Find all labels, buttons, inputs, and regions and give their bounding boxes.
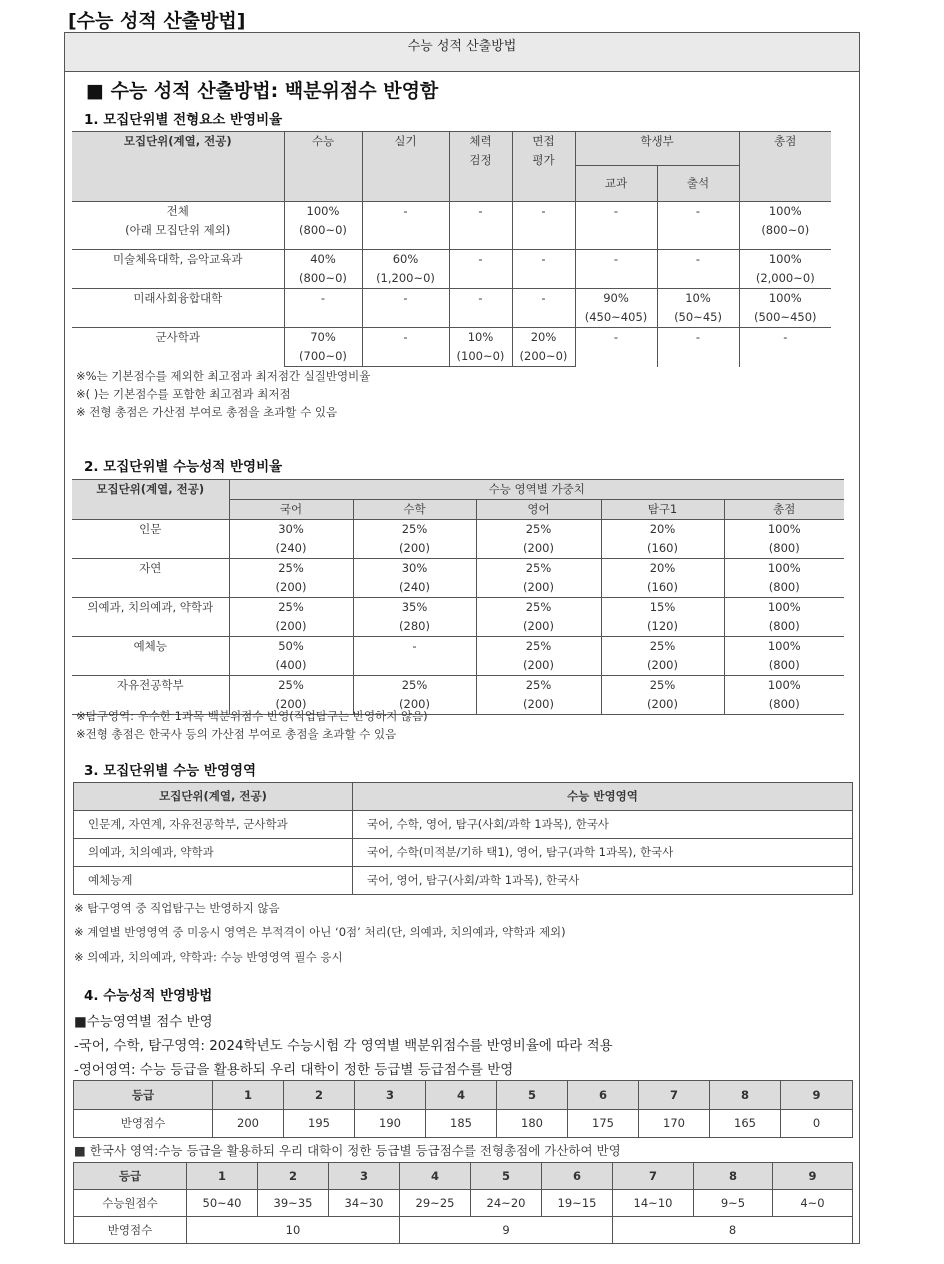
cell-percent: - <box>412 639 417 653</box>
header-unit: 모집단위(계열, 전공) <box>72 480 229 520</box>
cell: 40% (800~0) <box>284 250 362 289</box>
cell-points: (240) <box>275 541 307 555</box>
cell: - <box>657 328 739 367</box>
cell-percent: 25% <box>525 600 552 614</box>
cell-percent: 100% <box>767 522 801 536</box>
cell-points: (800) <box>768 619 800 633</box>
cell-points: (200) <box>523 580 554 594</box>
cell: - <box>575 202 657 250</box>
cell-percent: 20% <box>649 522 676 536</box>
table-row <box>72 289 831 328</box>
grade-cell: 7 <box>613 1163 694 1190</box>
area-table <box>73 782 853 895</box>
cell <box>601 559 724 598</box>
section4-title: 4. 수능성적 반영방법 <box>84 988 213 1004</box>
header-math: 수학 <box>353 500 476 520</box>
grade-cell: 1 <box>187 1163 258 1190</box>
cell-percent: 25% <box>525 639 552 653</box>
grade-cell: 5 <box>497 1081 568 1110</box>
cell-area: 국어, 영어, 탐구(사회/과학 1과목), 한국사 <box>353 867 853 895</box>
cell <box>229 520 353 559</box>
score-cell: 170 <box>639 1110 710 1138</box>
weight-table <box>72 479 844 715</box>
cell-points: (200) <box>647 658 678 672</box>
cell-percent: 30% <box>401 561 428 575</box>
cell <box>724 520 844 559</box>
header-english: 영어 <box>476 500 601 520</box>
cell: 100% (2,000~0) <box>739 250 831 289</box>
grade-cell: 3 <box>329 1163 400 1190</box>
header-total: 총점 <box>739 132 831 202</box>
cell: 10% (100~0) <box>449 328 512 367</box>
score-cell: 185 <box>426 1110 497 1138</box>
header-korean: 국어 <box>229 500 353 520</box>
table-row <box>72 598 844 637</box>
header-unit: 모집단위(계열, 전공) <box>72 132 284 202</box>
cell <box>724 676 844 715</box>
cell-points: (200) <box>275 697 307 711</box>
cell-points: (200) <box>399 541 430 555</box>
grade-cell: 2 <box>284 1081 355 1110</box>
raw-score-cell: 4~0 <box>773 1190 853 1217</box>
cell-unit: 자연 <box>72 559 229 598</box>
header-interview: 면접 평가 <box>512 132 575 202</box>
section2-title: 2. 모집단위별 수능성적 반영비율 <box>84 459 283 475</box>
cell-points: (800) <box>768 580 800 594</box>
cell: - <box>449 289 512 328</box>
cell-percent: 25% <box>278 561 304 575</box>
cell <box>353 598 476 637</box>
note: ※ 의예과, 치의예과, 약학과: 수능 반영영역 필수 응시 <box>74 950 343 964</box>
score-cell: 165 <box>710 1110 781 1138</box>
cell <box>353 559 476 598</box>
note: ※ 전형 총점은 가산점 부여로 총점을 초과할 수 있음 <box>76 405 338 419</box>
ratio-table <box>72 131 831 367</box>
cell <box>353 520 476 559</box>
grade-cell: 2 <box>258 1163 329 1190</box>
cell-unit: 자유전공학부 <box>72 676 229 715</box>
cell-percent: 25% <box>649 678 676 692</box>
section1-title: 1. 모집단위별 전형요소 반영비율 <box>84 112 283 128</box>
cell-points: (800) <box>768 658 800 672</box>
cell-points: (280) <box>399 619 430 633</box>
cell: - <box>575 328 657 367</box>
cell-points: (200) <box>523 619 554 633</box>
cell: 60% (1,200~0) <box>362 250 449 289</box>
cell <box>724 598 844 637</box>
score-cell: 10 <box>187 1217 400 1244</box>
english-note: -영어영역: 수능 등급을 활용하되 우리 대학이 정한 등급별 등급점수를 반영 <box>74 1062 514 1078</box>
score-cell: 0 <box>781 1110 853 1138</box>
grade-cell: 9 <box>781 1081 853 1110</box>
cell: - <box>657 250 739 289</box>
frame-header: 수능 성적 산출방법 <box>65 33 859 72</box>
raw-score-cell: 34~30 <box>329 1190 400 1217</box>
header-area: 수능 반영영역 <box>353 783 853 811</box>
cell-unit: 군사학과 <box>72 328 284 367</box>
header-weights: 수능 영역별 가중치 <box>229 480 844 500</box>
history-score-table <box>73 1162 853 1244</box>
cell-points: (800) <box>768 697 800 711</box>
score-label: 반영점수 <box>74 1110 213 1138</box>
cell <box>601 520 724 559</box>
cell <box>353 637 476 676</box>
cell-percent: 25% <box>649 639 676 653</box>
page-title: [수능 성적 산출방법] <box>68 10 246 32</box>
cell: - <box>512 250 575 289</box>
score-cell: 175 <box>568 1110 639 1138</box>
score-cell: 8 <box>613 1217 853 1244</box>
cell-points: (200) <box>523 541 554 555</box>
grade-cell: 5 <box>471 1163 542 1190</box>
cell: - <box>657 202 739 250</box>
header-silgi: 실기 <box>362 132 449 202</box>
cell-points: (120) <box>647 619 678 633</box>
cell-area: 국어, 수학(미적분/기하 택1), 영어, 탐구(과학 1과목), 한국사 <box>353 839 853 867</box>
cell: 100% (500~450) <box>739 289 831 328</box>
cell <box>601 637 724 676</box>
cell: 100% (800~0) <box>284 202 362 250</box>
raw-score-cell: 29~25 <box>400 1190 471 1217</box>
cell <box>476 637 601 676</box>
cell <box>724 559 844 598</box>
cell: - <box>739 328 831 367</box>
header-school-record: 학생부 <box>575 132 739 166</box>
grade-cell: 1 <box>213 1081 284 1110</box>
cell-points: (200) <box>647 697 678 711</box>
cell-points: (400) <box>275 658 307 672</box>
grade-cell: 6 <box>568 1081 639 1110</box>
table-row <box>74 811 853 839</box>
cell-unit: 예체능 <box>72 637 229 676</box>
cell-points: (160) <box>647 580 678 594</box>
cell: 10% (50~45) <box>657 289 739 328</box>
cell-unit: 예체능계 <box>74 867 353 895</box>
cell-points: (200) <box>275 580 307 594</box>
grade-cell: 8 <box>694 1163 773 1190</box>
score-cell: 9 <box>400 1217 613 1244</box>
cell-points: (240) <box>399 580 430 594</box>
cell: - <box>512 289 575 328</box>
cell-percent: 100% <box>767 600 801 614</box>
note: ※탐구영역: 우수한 1과목 백분위점수 반영(직업탐구는 반영하지 않음) <box>76 709 428 723</box>
cell-points: (200) <box>275 619 307 633</box>
cell-points: (160) <box>647 541 678 555</box>
cell: - <box>362 328 449 367</box>
cell-percent: 100% <box>767 561 801 575</box>
cell-points: (200) <box>399 697 430 711</box>
raw-score-cell: 19~15 <box>542 1190 613 1217</box>
cell <box>476 598 601 637</box>
header-fitness: 체력 검정 <box>449 132 512 202</box>
note: ※전형 총점은 한국사 등의 가산점 부여로 총점을 초과할 수 있음 <box>76 727 397 741</box>
cell: 70% (700~0) <box>284 328 362 367</box>
grade-label: 등급 <box>74 1081 213 1110</box>
raw-score-cell: 50~40 <box>187 1190 258 1217</box>
raw-score-cell: 14~10 <box>613 1190 694 1217</box>
english-score-table <box>73 1080 853 1138</box>
table-row <box>74 839 853 867</box>
table-row <box>72 559 844 598</box>
header-subject: 교과 <box>575 166 657 202</box>
cell <box>601 598 724 637</box>
cell: - <box>284 289 362 328</box>
cell-unit: 의예과, 치의예과, 약학과 <box>74 839 353 867</box>
grade-label: 등급 <box>74 1163 187 1190</box>
cell <box>229 598 353 637</box>
section3-title: 3. 모집단위별 수능 반영영역 <box>84 763 257 779</box>
header-total: 총점 <box>724 500 844 520</box>
cell <box>476 676 601 715</box>
cell: - <box>575 250 657 289</box>
header-unit: 모집단위(계열, 전공) <box>74 783 353 811</box>
cell-points: (800) <box>768 541 800 555</box>
cell <box>229 559 353 598</box>
cell <box>229 637 353 676</box>
table-row <box>72 328 831 367</box>
cell-percent: 100% <box>767 639 801 653</box>
table-row <box>72 202 831 250</box>
grade-cell: 4 <box>400 1163 471 1190</box>
cell-unit: 인문계, 자연계, 자유전공학부, 군사학과 <box>74 811 353 839</box>
cell-unit: 전체 (아래 모집단위 제외) <box>72 202 284 250</box>
score-cell: 190 <box>355 1110 426 1138</box>
cell-percent: 25% <box>278 678 304 692</box>
grade-cell: 7 <box>639 1081 710 1110</box>
cell: - <box>362 289 449 328</box>
grade-cell: 4 <box>426 1081 497 1110</box>
cell-percent: 30% <box>278 522 304 536</box>
cell-percent: 25% <box>278 600 304 614</box>
grade-cell: 8 <box>710 1081 781 1110</box>
cell-percent: 25% <box>525 561 552 575</box>
grade-cell: 3 <box>355 1081 426 1110</box>
cell-unit: 인문 <box>72 520 229 559</box>
raw-score-cell: 39~35 <box>258 1190 329 1217</box>
cell-points: (200) <box>523 697 554 711</box>
main-heading: ■ 수능 성적 산출방법: 백분위점수 반영함 <box>86 80 439 102</box>
cell <box>476 559 601 598</box>
cell-percent: 25% <box>525 522 552 536</box>
note: ※ 탐구영역 중 직업탐구는 반영하지 않음 <box>74 901 280 915</box>
header-attendance: 출석 <box>657 166 739 202</box>
score-cell: 195 <box>284 1110 355 1138</box>
cell-percent: 25% <box>401 522 428 536</box>
cell: 100% (800~0) <box>739 202 831 250</box>
cell: - <box>449 250 512 289</box>
cell-percent: 20% <box>649 561 676 575</box>
header-suneung: 수능 <box>284 132 362 202</box>
note: ※ 계열별 반영영역 중 미응시 영역은 부적격이 아닌 ‘0점’ 처리(단, 의예과, 치의예과, 약학과 제외) <box>74 925 566 939</box>
score-label: 반영점수 <box>74 1217 187 1244</box>
cell: - <box>449 202 512 250</box>
cell-points: (200) <box>523 658 554 672</box>
cell-unit: 의예과, 치의예과, 약학과 <box>72 598 229 637</box>
korean-math-inquiry-note: -국어, 수학, 탐구영역: 2024학년도 수능시험 각 영역별 백분위점수를 반영비율에 따라 적용 <box>74 1038 613 1054</box>
note: ※%는 기본점수를 제외한 최고점과 최저점간 실질반영비율 <box>76 369 371 383</box>
cell-percent: 100% <box>767 678 801 692</box>
cell-unit: 미술체육대학, 음악교육과 <box>72 250 284 289</box>
table-row <box>72 637 844 676</box>
cell-unit: 미래사회융합대학 <box>72 289 284 328</box>
history-note: ■ 한국사 영역:수능 등급을 활용하되 우리 대학이 정한 등급별 등급점수를 전형총점에 가산하여 반영 <box>74 1143 621 1158</box>
cell-percent: 25% <box>401 678 428 692</box>
cell: 90% (450~405) <box>575 289 657 328</box>
grade-cell: 9 <box>773 1163 853 1190</box>
cell-percent: 35% <box>401 600 428 614</box>
grade-cell: 6 <box>542 1163 613 1190</box>
note: ※( )는 기본점수를 포함한 최고점과 최저점 <box>76 387 291 401</box>
cell-percent: 25% <box>525 678 552 692</box>
cell <box>476 520 601 559</box>
cell: 20% (200~0) <box>512 328 575 367</box>
cell <box>724 637 844 676</box>
table-row <box>72 520 844 559</box>
cell-percent: 50% <box>278 639 304 653</box>
raw-score-cell: 9~5 <box>694 1190 773 1217</box>
score-cell: 200 <box>213 1110 284 1138</box>
table-row <box>74 867 853 895</box>
score-cell: 180 <box>497 1110 568 1138</box>
cell-area: 국어, 수학, 영어, 탐구(사회/과학 1과목), 한국사 <box>353 811 853 839</box>
raw-score-cell: 24~20 <box>471 1190 542 1217</box>
cell: - <box>362 202 449 250</box>
raw-label: 수능원점수 <box>74 1190 187 1217</box>
cell-percent: 15% <box>649 600 676 614</box>
cell <box>601 676 724 715</box>
score-reflection-heading: ■수능영역별 점수 반영 <box>74 1014 213 1030</box>
cell: - <box>512 202 575 250</box>
header-inquiry: 탐구1 <box>601 500 724 520</box>
table-row <box>72 250 831 289</box>
